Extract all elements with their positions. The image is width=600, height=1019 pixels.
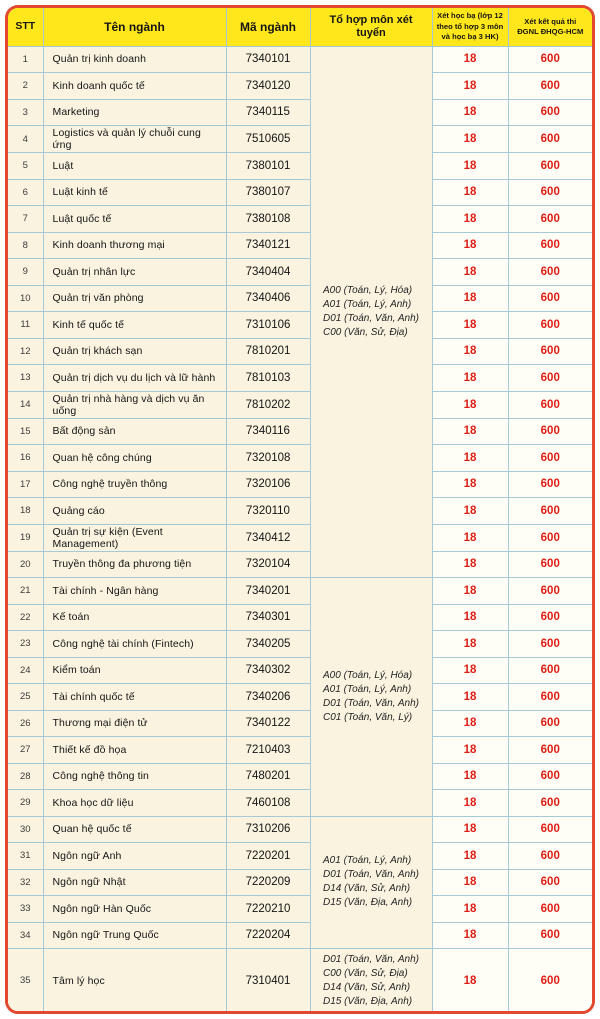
dgnl-score: 600 <box>508 391 592 418</box>
major-name: Quản trị văn phòng <box>43 285 226 312</box>
row-number: 15 <box>8 418 43 445</box>
row-number: 14 <box>8 391 43 418</box>
table-row <box>8 418 592 445</box>
row-number: 2 <box>8 73 43 100</box>
dgnl-score: 600 <box>508 206 592 233</box>
dgnl-score: 600 <box>508 710 592 737</box>
row-number: 24 <box>8 657 43 684</box>
dgnl-score: 600 <box>508 949 592 1013</box>
dgnl-score: 600 <box>508 338 592 365</box>
header-row <box>8 8 592 46</box>
dgnl-score: 600 <box>508 631 592 658</box>
row-number: 21 <box>8 578 43 605</box>
major-name: Kinh doanh thương mại <box>43 232 226 259</box>
row-number: 16 <box>8 445 43 472</box>
table-row <box>8 153 592 180</box>
hocba-score: 18 <box>432 153 508 180</box>
dgnl-score: 600 <box>508 312 592 339</box>
table-row <box>8 206 592 233</box>
table-row <box>8 285 592 312</box>
major-code: 7340206 <box>226 684 310 711</box>
dgnl-score: 600 <box>508 285 592 312</box>
subject-combination-cell <box>310 46 432 578</box>
row-number: 27 <box>8 737 43 764</box>
hocba-score: 18 <box>432 365 508 392</box>
major-code: 7460108 <box>226 790 310 817</box>
major-name: Quản trị nhân lực <box>43 259 226 286</box>
row-number: 18 <box>8 498 43 525</box>
hocba-score: 18 <box>432 790 508 817</box>
major-name: Luật kinh tế <box>43 179 226 206</box>
combo-line: D01 (Toán, Văn, Anh) <box>323 953 419 965</box>
subject-combination-cell <box>310 578 432 817</box>
major-code: 7340302 <box>226 657 310 684</box>
major-name: Luật quốc tế <box>43 206 226 233</box>
dgnl-score: 600 <box>508 418 592 445</box>
major-name: Luật <box>43 153 226 180</box>
table-row <box>8 763 592 790</box>
table-row <box>8 365 592 392</box>
table-row <box>8 179 592 206</box>
table-row <box>8 126 592 153</box>
hocba-score: 18 <box>432 498 508 525</box>
combo-line: A01 (Toán, Lý, Anh) <box>323 683 412 695</box>
table-row <box>8 551 592 578</box>
row-number: 30 <box>8 816 43 843</box>
major-code: 7210403 <box>226 737 310 764</box>
major-name: Công nghệ thông tin <box>43 763 226 790</box>
row-number: 20 <box>8 551 43 578</box>
hocba-score: 18 <box>432 684 508 711</box>
table-row <box>8 631 592 658</box>
row-number: 31 <box>8 843 43 870</box>
major-code: 7340116 <box>226 418 310 445</box>
hocba-score: 18 <box>432 604 508 631</box>
table-row <box>8 338 592 365</box>
row-number: 13 <box>8 365 43 392</box>
dgnl-score: 600 <box>508 46 592 73</box>
major-code: 7340205 <box>226 631 310 658</box>
dgnl-score: 600 <box>508 232 592 259</box>
major-name: Khoa học dữ liệu <box>43 790 226 817</box>
hocba-score: 18 <box>432 843 508 870</box>
major-code: 7310401 <box>226 949 310 1013</box>
row-number: 17 <box>8 471 43 498</box>
major-name: Quản trị sự kiện (Event Management) <box>43 524 226 551</box>
dgnl-score: 600 <box>508 153 592 180</box>
subject-combination-text <box>323 953 419 1009</box>
dgnl-score: 600 <box>508 869 592 896</box>
major-name: Kinh doanh quốc tế <box>43 73 226 100</box>
combo-line: A00 (Toán, Lý, Hóa) <box>323 669 413 681</box>
major-code: 7340406 <box>226 285 310 312</box>
col-header-name: Tên ngành <box>43 8 226 46</box>
major-code: 7320108 <box>226 445 310 472</box>
major-code: 7340121 <box>226 232 310 259</box>
row-number: 22 <box>8 604 43 631</box>
major-code: 7380108 <box>226 206 310 233</box>
major-name: Tâm lý học <box>43 949 226 1013</box>
hocba-score: 18 <box>432 524 508 551</box>
table-row <box>8 896 592 923</box>
major-name: Thiết kế đồ họa <box>43 737 226 764</box>
major-code: 7340122 <box>226 710 310 737</box>
major-code: 7310106 <box>226 312 310 339</box>
major-code: 7220209 <box>226 869 310 896</box>
hocba-score: 18 <box>432 922 508 949</box>
table-row <box>8 869 592 896</box>
major-code: 7510605 <box>226 126 310 153</box>
table-row <box>8 710 592 737</box>
combo-line: C01 (Toán, Văn, Lý) <box>323 711 413 723</box>
major-code: 7340101 <box>226 46 310 73</box>
admissions-table <box>8 8 592 1013</box>
major-name: Quản trị nhà hàng và dịch vụ ăn uống <box>43 391 226 418</box>
major-name: Bất động sản <box>43 418 226 445</box>
major-name: Ngôn ngữ Hàn Quốc <box>43 896 226 923</box>
table-row <box>8 498 592 525</box>
hocba-score: 18 <box>432 126 508 153</box>
dgnl-score: 600 <box>508 922 592 949</box>
dgnl-score: 600 <box>508 737 592 764</box>
major-name: Kinh tế quốc tế <box>43 312 226 339</box>
major-code: 7340115 <box>226 99 310 126</box>
table-row <box>8 604 592 631</box>
major-name: Công nghệ tài chính (Fintech) <box>43 631 226 658</box>
combo-line: D01 (Toán, Văn, Anh) <box>323 869 419 881</box>
combo-line: D14 (Văn, Sử, Anh) <box>323 883 411 895</box>
combo-line: D01 (Toán, Văn, Anh) <box>323 312 419 324</box>
hocba-score: 18 <box>432 312 508 339</box>
table-row <box>8 232 592 259</box>
major-code: 7310206 <box>226 816 310 843</box>
hocba-score: 18 <box>432 471 508 498</box>
hocba-score: 18 <box>432 445 508 472</box>
dgnl-score: 600 <box>508 524 592 551</box>
hocba-score: 18 <box>432 418 508 445</box>
row-number: 33 <box>8 896 43 923</box>
combo-line: A01 (Toán, Lý, Anh) <box>323 298 412 310</box>
subject-combination-cell <box>310 816 432 949</box>
row-number: 3 <box>8 99 43 126</box>
dgnl-score: 600 <box>508 471 592 498</box>
hocba-score: 18 <box>432 737 508 764</box>
major-name: Quan hệ quốc tế <box>43 816 226 843</box>
major-code: 7340301 <box>226 604 310 631</box>
combo-line: D01 (Toán, Văn, Anh) <box>323 697 419 709</box>
hocba-score: 18 <box>432 578 508 605</box>
dgnl-score: 600 <box>508 551 592 578</box>
major-code: 7340201 <box>226 578 310 605</box>
hocba-score: 18 <box>432 710 508 737</box>
hocba-score: 18 <box>432 259 508 286</box>
subject-combination-text <box>323 854 419 910</box>
combo-line: D14 (Văn, Sử, Anh) <box>323 981 411 993</box>
hocba-score: 18 <box>432 179 508 206</box>
combo-line: A00 (Toán, Lý, Hóa) <box>323 284 413 296</box>
row-number: 23 <box>8 631 43 658</box>
major-name: Thương mại điện tử <box>43 710 226 737</box>
row-number: 7 <box>8 206 43 233</box>
table-row <box>8 46 592 73</box>
hocba-score: 18 <box>432 73 508 100</box>
table-row <box>8 73 592 100</box>
row-number: 5 <box>8 153 43 180</box>
dgnl-score: 600 <box>508 498 592 525</box>
hocba-score: 18 <box>432 949 508 1013</box>
dgnl-score: 600 <box>508 126 592 153</box>
major-name: Kiểm toán <box>43 657 226 684</box>
dgnl-score: 600 <box>508 763 592 790</box>
row-number: 28 <box>8 763 43 790</box>
col-header-code: Mã ngành <box>226 8 310 46</box>
table-row <box>8 312 592 339</box>
combo-line: D15 (Văn, Địa, Anh) <box>323 897 413 909</box>
dgnl-score: 600 <box>508 843 592 870</box>
row-number: 4 <box>8 126 43 153</box>
hocba-score: 18 <box>432 391 508 418</box>
col-header-combo: Tổ hợp môn xét tuyển <box>310 8 432 46</box>
col-header-stt: STT <box>8 8 43 46</box>
row-number: 10 <box>8 285 43 312</box>
col-header-hocba: Xét học bạ (lớp 12 theo tổ hợp 3 môn và học bạ 3 HK) <box>432 8 508 46</box>
major-code: 7220201 <box>226 843 310 870</box>
subject-combination-text <box>323 284 419 340</box>
table-row <box>8 737 592 764</box>
major-code: 7380101 <box>226 153 310 180</box>
dgnl-score: 600 <box>508 896 592 923</box>
dgnl-score: 600 <box>508 365 592 392</box>
major-name: Quản trị dịch vụ du lịch và lữ hành <box>43 365 226 392</box>
row-number: 12 <box>8 338 43 365</box>
hocba-score: 18 <box>432 657 508 684</box>
hocba-score: 18 <box>432 631 508 658</box>
dgnl-score: 600 <box>508 657 592 684</box>
hocba-score: 18 <box>432 285 508 312</box>
row-number: 19 <box>8 524 43 551</box>
subject-combination-cell <box>310 949 432 1013</box>
major-code: 7810103 <box>226 365 310 392</box>
major-name: Quan hệ công chúng <box>43 445 226 472</box>
combo-line: D15 (Văn, Địa, Anh) <box>323 995 413 1007</box>
major-code: 7480201 <box>226 763 310 790</box>
major-name: Logistics và quản lý chuỗi cung ứng <box>43 126 226 153</box>
table-row <box>8 445 592 472</box>
row-number: 9 <box>8 259 43 286</box>
table-row <box>8 259 592 286</box>
dgnl-score: 600 <box>508 445 592 472</box>
hocba-score: 18 <box>432 763 508 790</box>
row-number: 8 <box>8 232 43 259</box>
major-name: Quản trị kinh doanh <box>43 46 226 73</box>
subject-combination-text <box>323 669 419 725</box>
major-code: 7320106 <box>226 471 310 498</box>
table-row <box>8 524 592 551</box>
major-name: Marketing <box>43 99 226 126</box>
row-number: 6 <box>8 179 43 206</box>
row-number: 11 <box>8 312 43 339</box>
hocba-score: 18 <box>432 896 508 923</box>
row-number: 25 <box>8 684 43 711</box>
major-name: Quản trị khách sạn <box>43 338 226 365</box>
row-number: 35 <box>8 949 43 1013</box>
table-row <box>8 949 592 1013</box>
row-number: 32 <box>8 869 43 896</box>
major-code: 7810202 <box>226 391 310 418</box>
table-row <box>8 684 592 711</box>
col-header-dgnl: Xét kết quả thi ĐGNL ĐHQG-HCM <box>508 8 592 46</box>
major-code: 7380107 <box>226 179 310 206</box>
dgnl-score: 600 <box>508 259 592 286</box>
dgnl-score: 600 <box>508 604 592 631</box>
row-number: 1 <box>8 46 43 73</box>
major-name: Công nghệ truyền thông <box>43 471 226 498</box>
combo-line: A01 (Toán, Lý, Anh) <box>323 855 412 867</box>
major-code: 7320110 <box>226 498 310 525</box>
major-name: Tài chính quốc tế <box>43 684 226 711</box>
dgnl-score: 600 <box>508 99 592 126</box>
table-row <box>8 391 592 418</box>
combo-line: C00 (Văn, Sử, Địa) <box>323 326 408 338</box>
hocba-score: 18 <box>432 816 508 843</box>
hocba-score: 18 <box>432 46 508 73</box>
major-name: Tài chính - Ngân hàng <box>43 578 226 605</box>
table-row <box>8 790 592 817</box>
combo-line: C00 (Văn, Sử, Địa) <box>323 967 408 979</box>
table-row <box>8 578 592 605</box>
table-row <box>8 843 592 870</box>
major-name: Ngôn ngữ Trung Quốc <box>43 922 226 949</box>
major-code: 7220204 <box>226 922 310 949</box>
table-row <box>8 816 592 843</box>
major-name: Kế toán <box>43 604 226 631</box>
major-code: 7220210 <box>226 896 310 923</box>
dgnl-score: 600 <box>508 73 592 100</box>
hocba-score: 18 <box>432 99 508 126</box>
admissions-table-frame <box>5 5 595 1014</box>
hocba-score: 18 <box>432 869 508 896</box>
major-code: 7340120 <box>226 73 310 100</box>
major-code: 7320104 <box>226 551 310 578</box>
table-row <box>8 922 592 949</box>
hocba-score: 18 <box>432 206 508 233</box>
major-code: 7340404 <box>226 259 310 286</box>
dgnl-score: 600 <box>508 790 592 817</box>
major-name: Ngôn ngữ Nhật <box>43 869 226 896</box>
row-number: 34 <box>8 922 43 949</box>
hocba-score: 18 <box>432 551 508 578</box>
major-name: Ngôn ngữ Anh <box>43 843 226 870</box>
table-row <box>8 99 592 126</box>
dgnl-score: 600 <box>508 816 592 843</box>
row-number: 26 <box>8 710 43 737</box>
major-code: 7340412 <box>226 524 310 551</box>
major-name: Truyền thông đa phương tiện <box>43 551 226 578</box>
dgnl-score: 600 <box>508 684 592 711</box>
dgnl-score: 600 <box>508 179 592 206</box>
major-name: Quảng cáo <box>43 498 226 525</box>
dgnl-score: 600 <box>508 578 592 605</box>
hocba-score: 18 <box>432 338 508 365</box>
hocba-score: 18 <box>432 232 508 259</box>
row-number: 29 <box>8 790 43 817</box>
table-row <box>8 657 592 684</box>
table-row <box>8 471 592 498</box>
major-code: 7810201 <box>226 338 310 365</box>
